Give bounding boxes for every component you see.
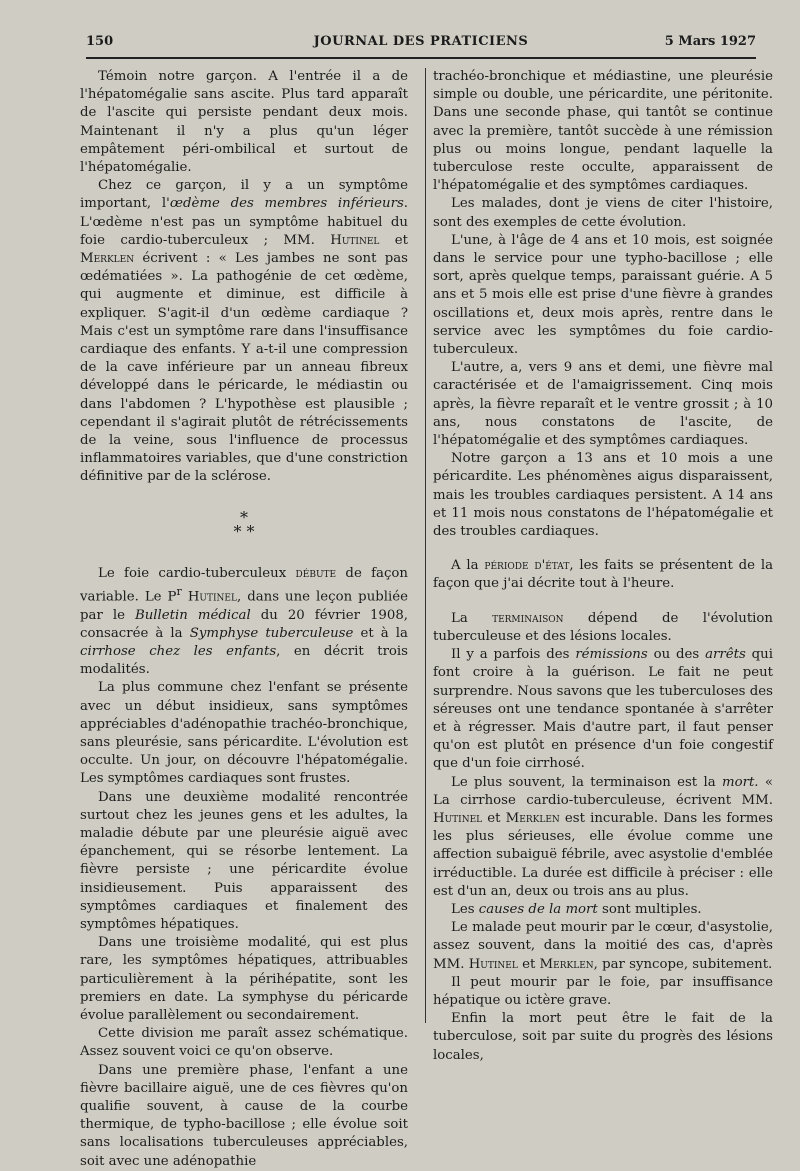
asterism-separator: * * * (233, 507, 255, 541)
paragraph: Enfin la mort peut être le fait de la tuberculose, soit par suite du progrès des lésions locales, (433, 1011, 773, 1063)
paragraph: L'autre, a, vers 9 ans et demi, une fièvre mal caractérisée et de l'amaigrissement. Cinq mois après, la fièvre reparaît et le ventre grossit ; à 10 ans, nous constatons de l'ascite, de l'hépatomégalie et des symptômes cardiaques. (433, 360, 773, 449)
page-number: 150 (86, 34, 114, 49)
paragraph: Le plus souvent, la terminaison est la mort. « La cirrhose cardio-tuberculeuse, écrivent MM. Hutinel et Merklen est incurable. Dans les formes les plus sérieuses, elle évolue comme une affection subaiguë fébrile, avec asystolie d'emblée irréductible. La durée est difficile à préciser : elle est d'un an, deux ou trois ans au plus. (433, 774, 773, 899)
paragraph: Le malade peut mourir par le cœur, d'asystolie, assez souvent, dans la moitié des cas, d'après MM. Hutinel et Merklen, par syncope, subitement. (433, 920, 773, 972)
paragraph: Témoin notre garçon. A l'entrée il a de l'hépatomégalie sans ascite. Plus tard apparaît de l'ascite qui persiste pendant deux mois. Maintenant il n'y a plus qu'un léger empâtement péri-ombilical et surtout de l'hépatomégalie. (80, 69, 408, 176)
paragraph: La plus commune chez l'enfant se présente avec un début insidieux, sans symptômes appréciables d'adénopathie trachéo-bronchique, sans pleurésie, sans péricardite. L'évolution est occulte. Un jour, on découvre l'hépatomégalie. Les symptômes cardiaques sont frustes. (80, 680, 408, 787)
paragraph: Il y a parfois des rémissions ou des arrêts qui font croire à la guérison. Le fait ne peut surprendre. Nous savons que les tuberculoses des séreuses ont une tendance spontanée à s'arrêter et à régresser. Mais d'autre part, il faut penser qu'on est plutôt en présence d'un foie congestif que d'un foie cirrhosé. (433, 647, 773, 772)
paragraph: Dans une troisième modalité, qui est plus rare, les symptômes hépatiques, attribuables particulièrement à la périhépatite, sont les premiers en date. La symphyse du péricarde évolue parallèlement ou secondairement. (80, 935, 408, 1023)
header-rule (86, 57, 756, 59)
paragraph: Cette division me paraît assez schématique. Assez souvent voici ce qu'on observe. (80, 1026, 408, 1060)
paragraph: trachéo-bronchique et médiastine, une pleurésie simple ou double, une péricardite, une péritonite. Dans une seconde phase, qui tantôt se continue avec la première, tantôt succède à une rémission plus ou moins longue, pendant laquelle la tuberculose reste occulte, apparaissent de l'hépatomégalie et des symptômes cardiaques. (433, 69, 773, 194)
paragraph: Dans une première phase, l'enfant a une fièvre bacillaire aiguë, une de ces fièvres qu'on qualifie souvent, à cause de la courbe thermique, de typho-bacillose ; elle évolue soit sans localisations tuberculeuses appréciables, soit avec une adénopathie (80, 1062, 408, 1169)
paragraph: Le foie cardio-tuberculeux débute de façon variable. Le $P^r$ Hutinel, dans une leçon publiée par le Bulletin médical du 20 février 1908, consacrée à la Symphyse tuberculeuse et à la cirrhose chez les enfants, en décrit trois modalités. (80, 565, 409, 678)
paragraph: Il peut mourir par le foie, par insuffisance hépatique ou ictère grave. (433, 974, 773, 1008)
paragraph: L'une, à l'âge de 4 ans et 10 mois, est soignée dans le service pour une typho-bacillose ; elle sort, après quelque temps, paraissant guérie. A 5 ans et 5 mois elle est prise d'une fièvre à grandes oscillations et, deux mois après, rentre dans le service avec les symptômes du foie cardio-tuberculeux. (433, 232, 773, 358)
left-column (80, 68, 408, 1171)
paragraph: A la période d'état, les faits se présentent de la façon que j'ai décrite tout à l'heure. (433, 558, 774, 592)
paragraph: Chez ce garçon, il y a un symptôme important, l'œdème des membres inférieurs. L'œdème n'est pas un symptôme habituel du foie cardio-tuberculeux ; MM. Hutinel et Merklen écrivent : « Les jambes ne sont pas œdématiées ». La pathogénie de cet œdème, qui augmente et diminue, est difficile à expliquer. S'agit-il d'un œdème cardiaque ? Mais c'est un symptôme rare dans l'insuffisance cardiaque des enfants. Y a-t-il une compression de la cave inférieure par un anneau fibreux développé dans le péricarde, le médiastin ou dans l'abdomen ? L'hypothèse est plausible ; cependant il s'agirait plutôt de rétrécissements de la veine, sous l'influence de processus inflammatoires variables, que d'une constriction définitive par de la sclérose. (80, 178, 408, 485)
issue-date: 5 Mars 1927 (664, 34, 756, 49)
paragraph: Les causes de la mort sont multiples. (451, 901, 702, 917)
right-column (433, 68, 773, 1065)
paragraph: La terminaison dépend de l'évolution tuberculeuse et des lésions locales. (433, 610, 773, 644)
journal-title: JOURNAL DES PRATICIENS (313, 34, 529, 49)
paragraph: Dans une deuxième modalité rencontrée surtout chez les jeunes gens et les adultes, la maladie débute par une pleurésie aiguë avec épanchement, qui se résorbe lentement. La fièvre persiste ; une péricardite évolue insidieusement. Puis apparaissent des symptômes cardiaques et finalement des symptômes hépatiques. (80, 789, 408, 932)
paragraph: Les malades, dont je viens de citer l'histoire, sont des exemples de cette évolution. (433, 196, 773, 230)
paragraph: Notre garçon a 13 ans et 10 mois a une péricardite. Les phénomènes aigus disparaissent, mais les troubles cardiaques persistent. A 14 ans et 11 mois nous constatons de l'hépatomégalie et des troubles cardiaques. (433, 451, 773, 540)
running-header (86, 34, 756, 56)
column-divider (425, 68, 426, 1023)
